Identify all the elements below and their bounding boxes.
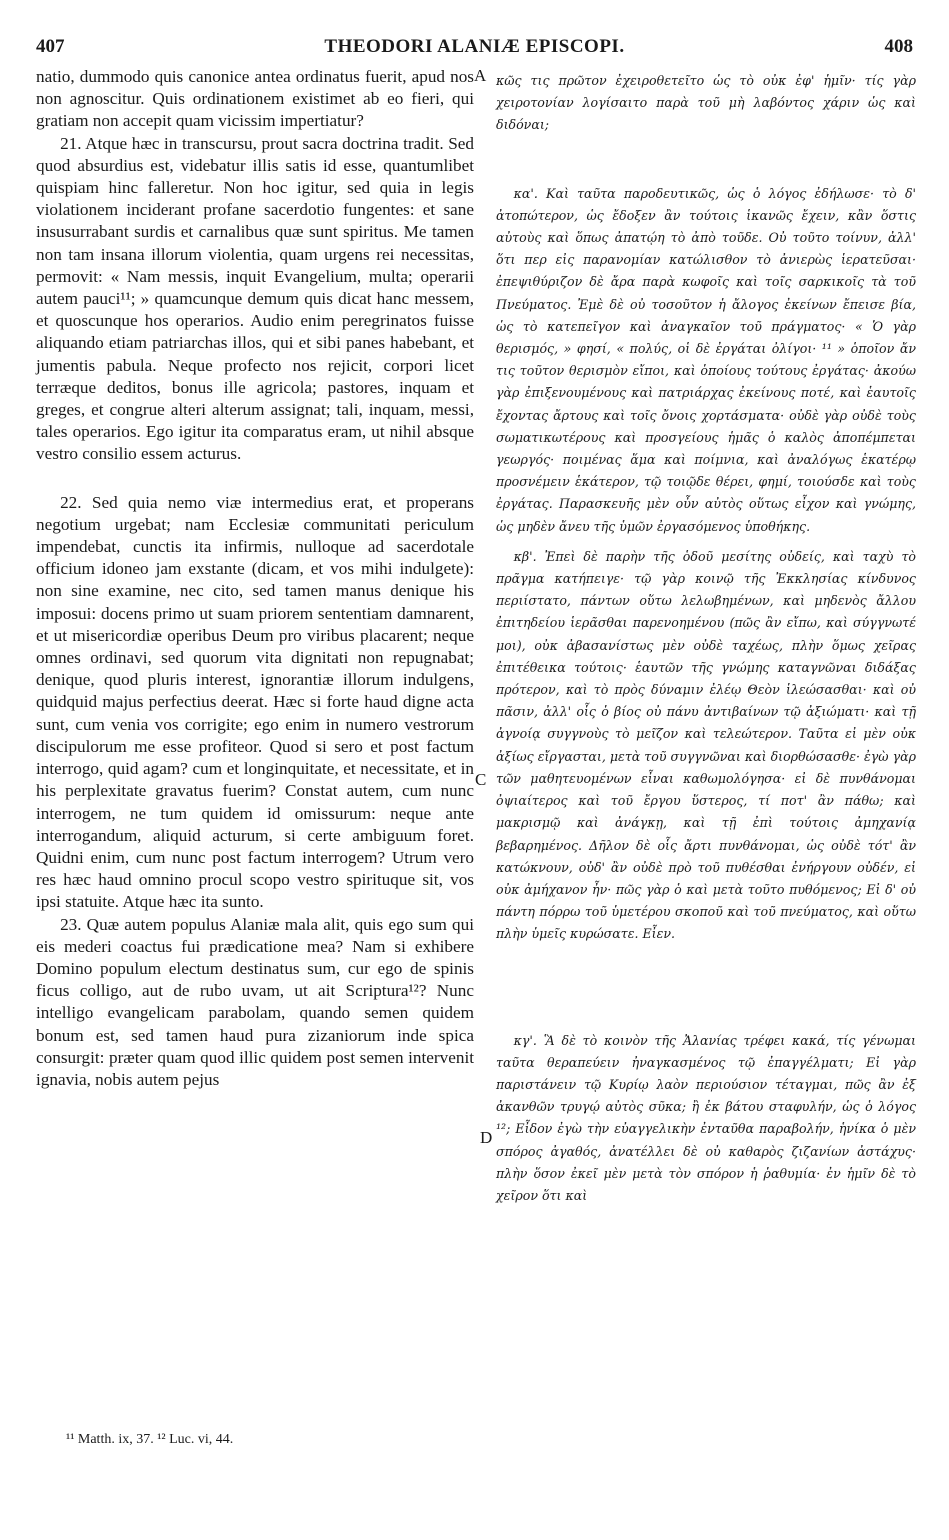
latin-column: [36, 66, 474, 1091]
greek-paragraph: κῶς τις πρῶτον ἐχειροθετεῖτο ὡς τὸ οὐκ ἐφ' ἡμῖν· τίς γὰρ χειροτονίαν λογίσαιτο παρὰ τοῦ μὴ λαβόντος χάριν ὡς καὶ διδόναι;: [496, 73, 916, 133]
column-marker-c: C: [475, 770, 487, 789]
greek-paragraph: κα'. Καὶ ταῦτα παροδευτικῶς, ὡς ὁ λόγος ἐδήλωσε· τὸ δ' ἀτοπώτερον, ὡς ἔδοξεν ἂν τούτοις ἱκανῶς ἔχειν, κἂν ὅστις αὐτοὺς καὶ ὅπως ἀπατῴη τὸ ἀπὸ τοῦδε. Οὐ τοῦτο τοίνυν, ἀλλ' ὅτι περ εἰς παρανομίαν κατώλισθον τὸ ἀνιερὼς ἱερατεῦσαι· ἐπεψιθύριζον δὲ ἄρα παρὰ κωφοῖς καὶ τοῖς σαρκικοῖς τὰ τοῦ Πνεύματος. Ἐμὲ δὲ οὐ τοσοῦτον ἡ ἄλογος ἐκείνων ἔπεισε βία, ὡς τὸ κατεπεῖγον καὶ ἀναγκαῖον τοῦ πράγματος· « Ὁ γὰρ θερισμός, » φησί, « πολύς, οἱ δὲ ἐργάται ὀλίγοι· ¹¹ » ὁποῖον ἄν τις τοῦτον θερισμὸν εἴποι, καὶ ὁποίους τούτους ἐργάτας· ἀκούω γὰρ ἐπιξενουμένους καὶ πατριάρχας ἐκείνους ποτέ, καὶ ἑαυτοῖς ἔχοντας ἄρτους καὶ τοῖς ὄνοις χορτάσματα· οὐδὲ γὰρ οὐδὲ τοὺς σωματικωτέρους καὶ προσγείους ἡμᾶς ὁ καλὸς ἀποπέμπεται γεωργός· ποιμένας ἅμα καὶ ποίμνια, καὶ ἀναλόγως ἑκατέρῳ προσνέμειν ἑκάτερον, τῷ τοιῷδε θέρει, φημί, τοιούσδε καὶ τοὺς ἐργάτας. Παρασκευῆς μὲν οὖν αὐτὸς οὕτως εἶχον καὶ γνώμης, ὡς μηδὲν ἄνευ τῆς ὑμῶν ἐργασόμενος ὑποθήκης.: [496, 185, 916, 534]
running-title: THEODORI ALANIÆ EPISCOPI.: [324, 36, 625, 57]
latin-paragraph: 22. Sed quia nemo viæ intermedius erat, et properans negotium urgebat; nam Ecclesiæ communitati periculum impendebat, cunctis ita infirmis, nulloque ad sacerdotale officium idoneo jam exstante (dicam, et vos mihi indulgete): non sine examine, nec cito, sed tamen manus denique his imposui: docens primo ut suam priorem sententiam damnarent, et ut misericordiæ operibus Deum pro viribus placarent; neque omnes ordinavi, sed quorum vita dignitati non repugnabat; denique, quod pluris interest, ignorantiæ illorum indulgens, quidquid majus perfectius deerat. Hæc si forte haud digne acta sunt, cum venia vos corrigite; ego enim in numero vestrorum discipulorum me esse profiteor. Quod si sero et post factum interrogo, quid agam? cum et longinquitate, et necessitate, et in his perplexitate gravatus fuerim? Constat autem, cum nunc interrogem, ne tum quidem id omissurum: neque ante interrogandum, aliquid acturum, si certe ambiguum foret. Quidni enim, cum nunc post factum interrogem? Utrum vero res hæc haud omnino procul scopo vestro spirituque sit, vos ipsi statuite. Atque hæc ita sunto.: [36, 492, 474, 912]
greek-column: [496, 70, 916, 1207]
column-marker-d: D: [480, 1128, 493, 1147]
greek-paragraph: κβ'. Ἐπεὶ δὲ παρὴν τῆς ὁδοῦ μεσίτης οὐδείς, καὶ ταχὺ τὸ πρᾶγμα κατήπειγε· τῷ γὰρ κοινῷ τῆς Ἐκκλησίας κίνδυνος περιίστατο, πάντων οὕτω λελωβημένων, καὶ μηδενὸς ἄλλου ἐπιτηδείου ἱερᾶσθαι παρενοημένου (πῶς ἂν εἴπω, καὶ σύγγνωτέ μοι), οὐκ ἀβασανίστως μὲν οὐδὲ ταχέως, πλὴν ὅμως χεῖρας ἐπιτέθεικα τούτοις· ἑαυτῶν τῆς γνώμης καταγνῶναι διδάξας πρότερον, καὶ τὸ πρὸς δύναμιν ἐλέῳ Θεὸν ἱλεώσασθαι· καὶ οὐ πᾶσιν, ἀλλ' οἷς ὁ βίος οὐ πάνυ ἀντιβαίνων τῷ ἀξιώματι· καὶ τῇ ἀγνοίᾳ συγγνοὺς τὸ μεῖζον καὶ τελεώτερον. Ταῦτα εἰ μὲν οὐκ ἀξίως εἴργασται, μετὰ τοῦ συγγνῶναι καὶ διορθώσασθε· ἐγὼ γὰρ τῶν μαθητευομένων εἶναι καθωμολόγησα· εἰ δὲ πυνθάνομαι ὀψιαίτερος καὶ τοῦ ἔργου ὕστερος, τί ποτ' ἂν πάθω; καὶ μακρισμῷ καὶ ἀνάγκῃ, καὶ τῇ ἐπὶ τούτοις ἀμηχανίᾳ βεβαρημένος. Δῆλον δὲ οἷς ἄρτι πυνθάνομαι, ὡς οὐδὲ τότ' ἂν κατώκνουν, οὐδ' ἂν οὐδὲ πρὸ τοῦ πυθέσθαι ἐνήργουν οὐδέν, εἰ οὐκ ἀμήχανον ἦν· πῶς γὰρ ὁ καὶ μετὰ τοῦτο πυθόμενος; Εἰ δ' οὐ πάντη πόρρω τοῦ ὑμετέρου σκοποῦ καὶ τοῦ πνεύματος, καὶ οὕτω πλὴν ὑμεῖς κυρώσατε. Εἶεν.: [496, 548, 916, 942]
latin-paragraph: natio, dummodo quis canonice antea ordinatus fuerit, apud nos non agnoscitur. Quis ordinationem existimet ab eo fieri, qui gratiam non accepit quam vicissim impertiatur?: [36, 67, 474, 131]
page-number-right: 408: [884, 36, 913, 57]
latin-paragraph: 23. Quæ autem populus Alaniæ mala alit, quis ego sum qui eis mederi coactus fui prædicatione mea? Nam si exhibere Domino populum electum destinatus sum, cur ego de spinis ficus colligo, aut de rubo uvam, ut ait Scriptura¹²? Nunc intelligo evangelicam parabolam, quando semen quidem bonum est, sed tamen haud pura zizaniorum inde spica consurgit: præter quam quod illic quidem post semen intervenit ignavia, nobis autem pejus: [36, 914, 474, 1089]
column-marker-a: A: [474, 66, 487, 85]
latin-paragraph: 21. Atque hæc in transcursu, prout sacra doctrina tradit. Sed quod absurdius est, videbatur illis satis id esse, quantumlibet quispiam hinc falleretur. Non hoc igitur, sed quia in legis violationem inciderant profane sacerdotio fungentes: et sane insusurrabant surdis et carnalibus quæ sunt spiritus. Me tamen non tam insana illorum violentia, quam urgens rei necessitas, permovit: « Nam messis, inquit Evangelium, multa; operarii autem pauci¹¹; » quamcunque demum quis dicat hanc messem, et quoscunque hos operarios. Audio enim peregrinatos fuisse aliquando etiam patriarchas illos, qui et sibi panes habebant, et jumentis pabula. Neque profecto nos rejicit, corpori licet terræque deditos, bonus ille agricola; pastores, inquam et greges, et congrue alteri alterum assignat; tali, inquam, messi, tales operarios. Ego igitur ita comparatus eram, ut nihil absque vestro consilio essem acturus.: [36, 133, 474, 464]
footnotes: ¹¹ Matth. ix, 37. ¹² Luc. vi, 44.: [66, 1432, 234, 1447]
page-number-left: 407: [36, 36, 65, 57]
greek-paragraph: κγ'. Ἃ δὲ τὸ κοινὸν τῆς Ἀλανίας τρέφει κακά, τίς γένωμαι ταῦτα θεραπεύειν ἠναγκασμένος τῷ ἐπαγγέλματι; Εἰ γὰρ παριστάνειν τῷ Κυρίῳ λαὸν περιούσιον τέταγμαι, πῶς ἂν ἐξ ἀκανθῶν τρυγῴ αὐτὸς σῦκα; ἢ ἐκ βάτου σταφυλήν, ὡς ὁ λόγος ¹²; Εἶδον ἐγὼ τὴν εὐαγγελικὴν ἐνταῦθα παραβολήν, ἡνίκα ὁ μὲν σπόρος ἀγαθός, ἀνατέλλει δὲ οὐ καθαρὸς ζιζανίων ἀστάχυς· πλὴν ὅσον ἐκεῖ μὲν μετὰ τὸν σπόρον ἡ ῥαθυμία· ἐν ἡμῖν δὲ τὸ χεῖρον ὅτι καὶ: [496, 1032, 916, 1203]
page-header: [36, 36, 913, 60]
